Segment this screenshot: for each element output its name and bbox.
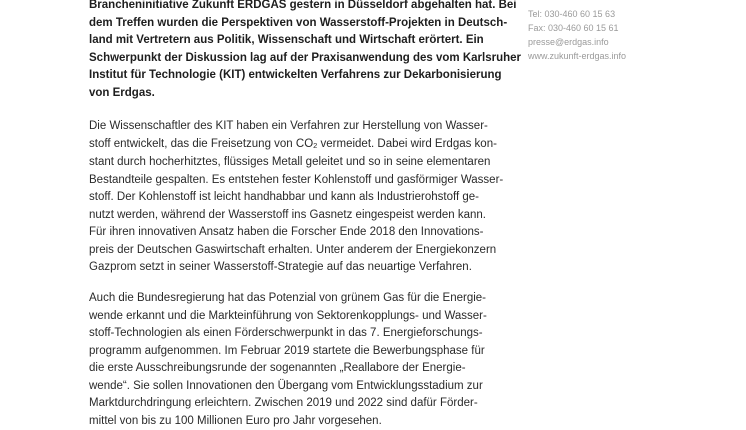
paragraph-line: Gazprom setzt in seiner Wasserstoff-Strategie auf das neuartige Verfahren. — [89, 259, 509, 277]
lead-paragraph — [89, 0, 509, 102]
contact-website-link[interactable]: www.zukunft-erdgas.info — [528, 49, 728, 63]
paragraph-line: stant durch hocherhitztes, flüssiges Metall geleitet und so in seine elementaren — [89, 154, 509, 172]
paragraph-line: mittel von bis zu 100 Millionen Euro pro Jahr vorgesehen. — [89, 413, 509, 430]
paragraph-line: nutzt werden, während der Wasserstoff ins Gasnetz eingespeist werden kann. — [89, 207, 509, 225]
lead-line: von Erdgas. — [89, 85, 509, 103]
lead-line: Institut für Technologie (KIT) entwickelten Verfahrens zur Dekarbonisierung — [89, 67, 509, 85]
paragraph-line: Die Wissenschaftler des KIT haben ein Verfahren zur Herstellung von Wasser- — [89, 118, 509, 136]
paragraph-line: Auch die Bundesregierung hat das Potenzial von grünem Gas für die Energie- — [89, 290, 509, 308]
contact-fax: Fax: 030-460 60 15 61 — [528, 21, 728, 35]
paragraph-line: wende“. Sie sollen Innovationen den Übergang vom Entwicklungsstadium zur — [89, 378, 509, 396]
lead-line: dem Treffen wurden die Perspektiven von Wasserstoff-Projekten in Deutsch- — [89, 15, 509, 33]
body-paragraph-kit — [89, 118, 509, 277]
paragraph-line: stoff. Der Kohlenstoff ist leicht handhabbar und kann als Industrierohstoff ge- — [89, 189, 509, 207]
paragraph-line: programm aufgenommen. Im Februar 2019 startete die Bewerbungsphase für — [89, 343, 509, 361]
body-paragraph-bundesregierung — [89, 290, 509, 430]
paragraph-line: die erste Ausschreibungsrunde der sogenannten „Reallabore der Energie- — [89, 360, 509, 378]
paragraph-line: Bestandteile gespalten. Es entstehen fester Kohlenstoff und gasförmiger Wasser- — [89, 172, 509, 190]
contact-phone: Tel: 030-460 60 15 63 — [528, 7, 728, 21]
paragraph-line-co2 — [89, 136, 509, 155]
paragraph-line: Marktdurchdringung erleichtern. Zwischen 2019 und 2022 sind dafür Förder- — [89, 395, 509, 413]
paragraph-line: wende erkannt und die Markteinführung von Sektorenkopplungs- und Wasser- — [89, 308, 509, 326]
lead-line: land mit Vertretern aus Politik, Wissenschaft und Wirtschaft erörtert. Ein — [89, 32, 509, 50]
lead-line: Schwerpunkt der Diskussion lag auf der Praxisanwendung des vom Karlsruher — [89, 50, 509, 68]
paragraph-line: stoff-Technologien als einen Förderschwerpunkt in das 7. Energieforschungs- — [89, 325, 509, 343]
co2-text-before: stoff entwickelt, das die Freisetzung von CO — [89, 138, 313, 150]
co2-text-after: vermeidet. Dabei wird Erdgas kon- — [317, 138, 497, 150]
co2-subscript: 2 — [313, 141, 317, 150]
paragraph-line: preis der Deutschen Gaswirtschaft erhalten. Unter anderem der Energiekonzern — [89, 242, 509, 260]
lead-line: Brancheninitiative Zukunft ERDGAS gestern in Düsseldorf abgehalten hat. Bei — [89, 0, 509, 15]
contact-email-link[interactable]: presse@erdgas.info — [528, 35, 728, 49]
contact-block — [528, 7, 728, 63]
paragraph-line: Für ihren innovativen Ansatz haben die Forscher Ende 2018 den Innovations- — [89, 224, 509, 242]
